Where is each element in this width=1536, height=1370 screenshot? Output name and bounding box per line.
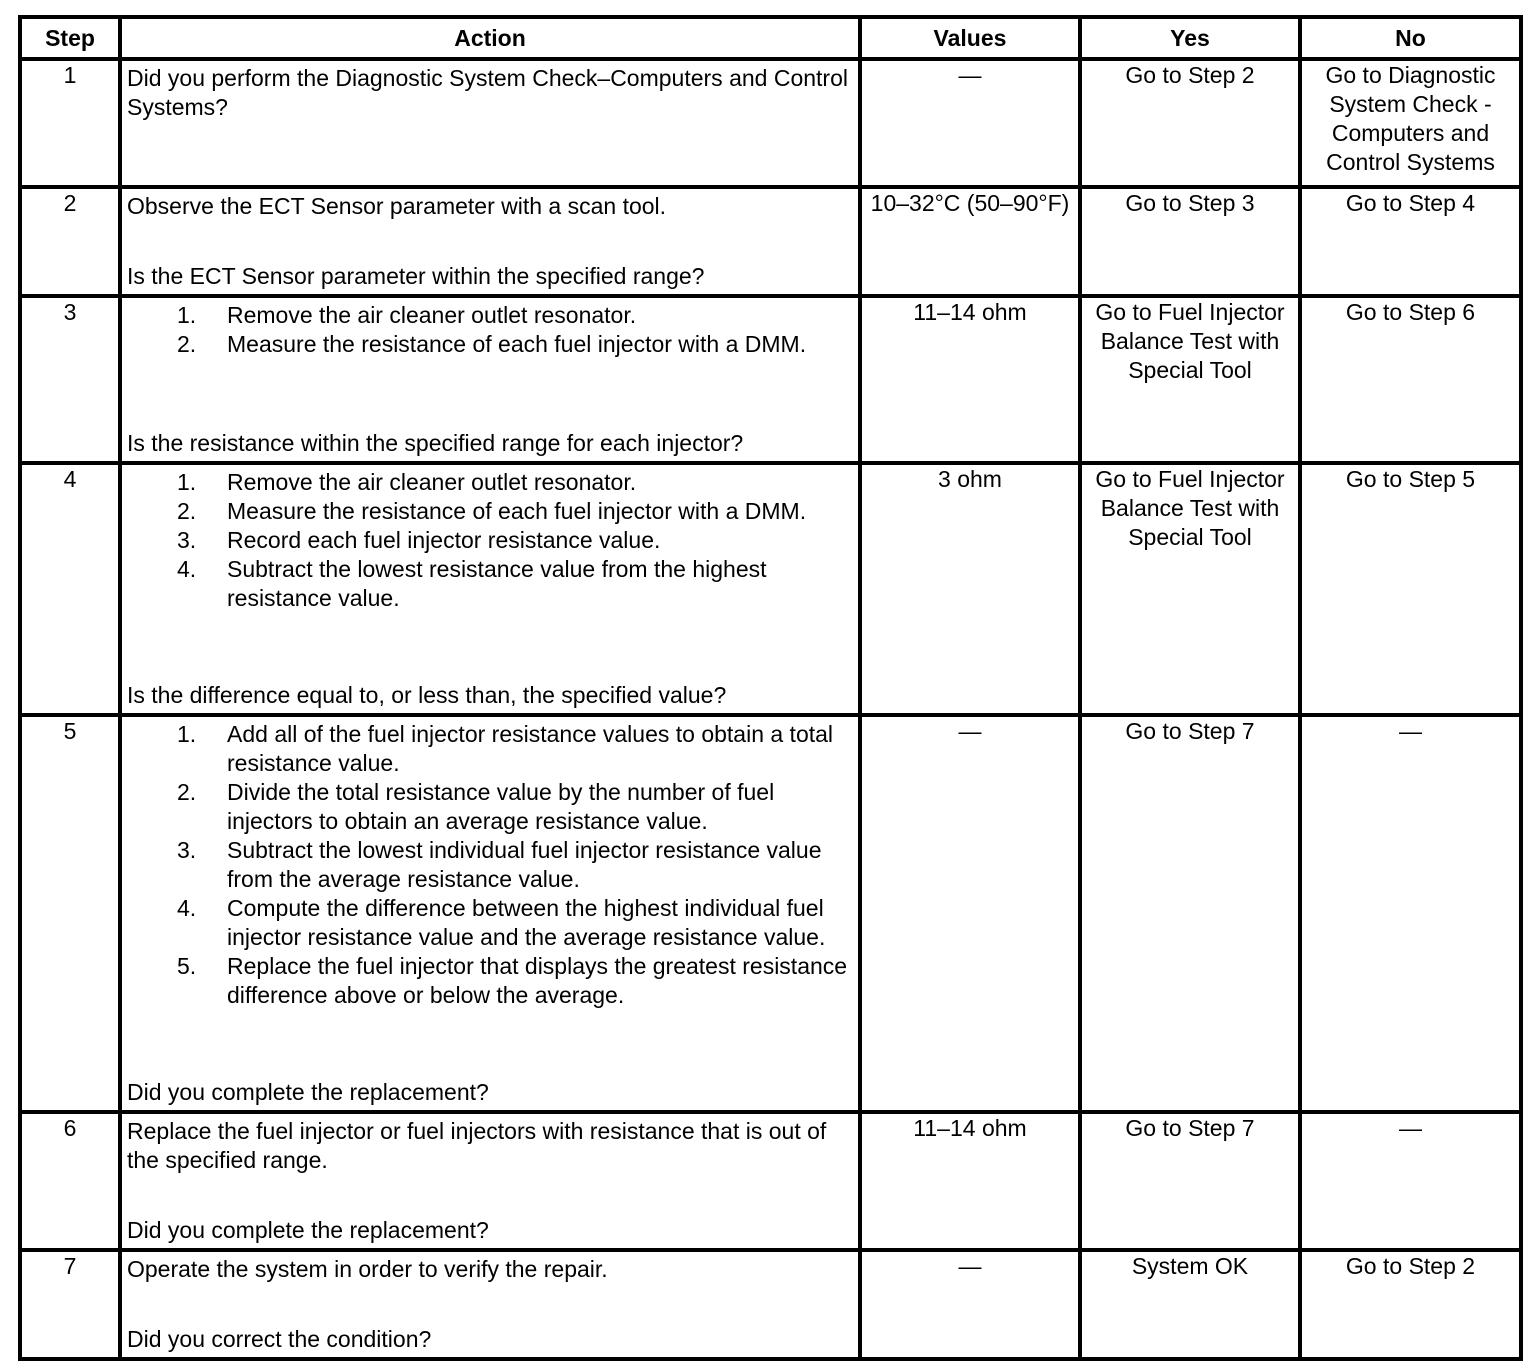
action-question: Did you complete the replacement?	[127, 1217, 489, 1243]
step-number: 7	[20, 1250, 120, 1359]
header-action: Action	[120, 17, 860, 59]
step-number: 5	[20, 715, 120, 1112]
values-cell: 11–14 ohm	[860, 296, 1080, 463]
action-question: Is the difference equal to, or less than, the specified value?	[127, 682, 727, 708]
list-item: 5. Replace the fuel injector that displays the greatest resistance difference above or below the average.	[177, 953, 848, 1008]
no-cell: Go to Diagnostic System Check - Computers and Control Systems	[1300, 59, 1521, 187]
values-cell: 10–32°C (50–90°F)	[860, 187, 1080, 296]
action-question: Is the resistance within the specified range for each injector?	[127, 430, 744, 456]
no-cell: Go to Step 2	[1300, 1250, 1521, 1359]
step-number: 6	[20, 1112, 120, 1250]
step-number: 3	[20, 296, 120, 463]
yes-cell: Go to Fuel Injector Balance Test with Special Tool	[1080, 463, 1300, 715]
table-row	[20, 296, 1521, 463]
yes-cell: Go to Step 3	[1080, 187, 1300, 296]
list-item: 2. Divide the total resistance value by the number of fuel injectors to obtain an average resistance value.	[177, 779, 775, 834]
action-question: Is the ECT Sensor parameter within the specified range?	[127, 263, 705, 289]
no-cell: —	[1300, 715, 1521, 1112]
list-item: 2. Measure the resistance of each fuel injector with a DMM.	[177, 331, 807, 357]
diagnostic-table-page	[18, 15, 1523, 1361]
table-row	[20, 1250, 1521, 1359]
values-cell: —	[860, 715, 1080, 1112]
no-cell: Go to Step 5	[1300, 463, 1521, 715]
values-cell: —	[860, 1250, 1080, 1359]
table-row	[20, 59, 1521, 187]
action-cell	[120, 715, 860, 1112]
table-row	[20, 187, 1521, 296]
header-yes: Yes	[1080, 17, 1300, 59]
list-item: 4. Compute the difference between the highest individual fuel injector resistance value and the average resistance value.	[177, 895, 826, 950]
no-cell: —	[1300, 1112, 1521, 1250]
yes-cell: Go to Fuel Injector Balance Test with Special Tool	[1080, 296, 1300, 463]
table-row	[20, 715, 1521, 1112]
header-no: No	[1300, 17, 1521, 59]
action-cell	[120, 463, 860, 715]
action-text: Did you perform the Diagnostic System Check–Computers and Control Systems?	[127, 65, 848, 120]
action-cell	[120, 1112, 860, 1250]
diagnostic-table	[18, 15, 1523, 1361]
action-question: Did you complete the replacement?	[127, 1079, 489, 1105]
list-item: 4. Subtract the lowest resistance value from the highest resistance value.	[177, 556, 767, 611]
yes-cell: Go to Step 7	[1080, 715, 1300, 1112]
header-values: Values	[860, 17, 1080, 59]
values-cell: 11–14 ohm	[860, 1112, 1080, 1250]
header-row	[20, 17, 1521, 59]
action-cell	[120, 1250, 860, 1359]
header-step: Step	[20, 17, 120, 59]
yes-cell: Go to Step 7	[1080, 1112, 1300, 1250]
list-item: 3. Record each fuel injector resistance value.	[177, 527, 661, 553]
list-item: 2. Measure the resistance of each fuel injector with a DMM.	[177, 498, 807, 524]
step-number: 4	[20, 463, 120, 715]
list-item: 3. Subtract the lowest individual fuel injector resistance value from the average resistance value.	[177, 837, 822, 892]
no-cell: Go to Step 6	[1300, 296, 1521, 463]
action-question: Did you correct the condition?	[127, 1326, 432, 1352]
action-text: Observe the ECT Sensor parameter with a scan tool.	[127, 193, 667, 219]
list-item: 1. Add all of the fuel injector resistance values to obtain a total resistance value.	[177, 721, 834, 776]
values-cell: 3 ohm	[860, 463, 1080, 715]
no-cell: Go to Step 4	[1300, 187, 1521, 296]
values-cell: —	[860, 59, 1080, 187]
action-text: Replace the fuel injector or fuel injectors with resistance that is out of the specified range.	[127, 1118, 827, 1173]
list-item: 1. Remove the air cleaner outlet resonator.	[177, 302, 637, 328]
action-cell	[120, 59, 860, 187]
table-row	[20, 463, 1521, 715]
action-text: Operate the system in order to verify the repair.	[127, 1256, 608, 1282]
action-cell	[120, 296, 860, 463]
action-list	[127, 720, 854, 1010]
yes-cell: Go to Step 2	[1080, 59, 1300, 187]
action-cell	[120, 187, 860, 296]
list-item: 1. Remove the air cleaner outlet resonator.	[177, 469, 637, 495]
step-number: 2	[20, 187, 120, 296]
yes-cell: System OK	[1080, 1250, 1300, 1359]
table-row	[20, 1112, 1521, 1250]
action-list	[127, 468, 854, 613]
action-list	[127, 301, 854, 359]
step-number: 1	[20, 59, 120, 187]
